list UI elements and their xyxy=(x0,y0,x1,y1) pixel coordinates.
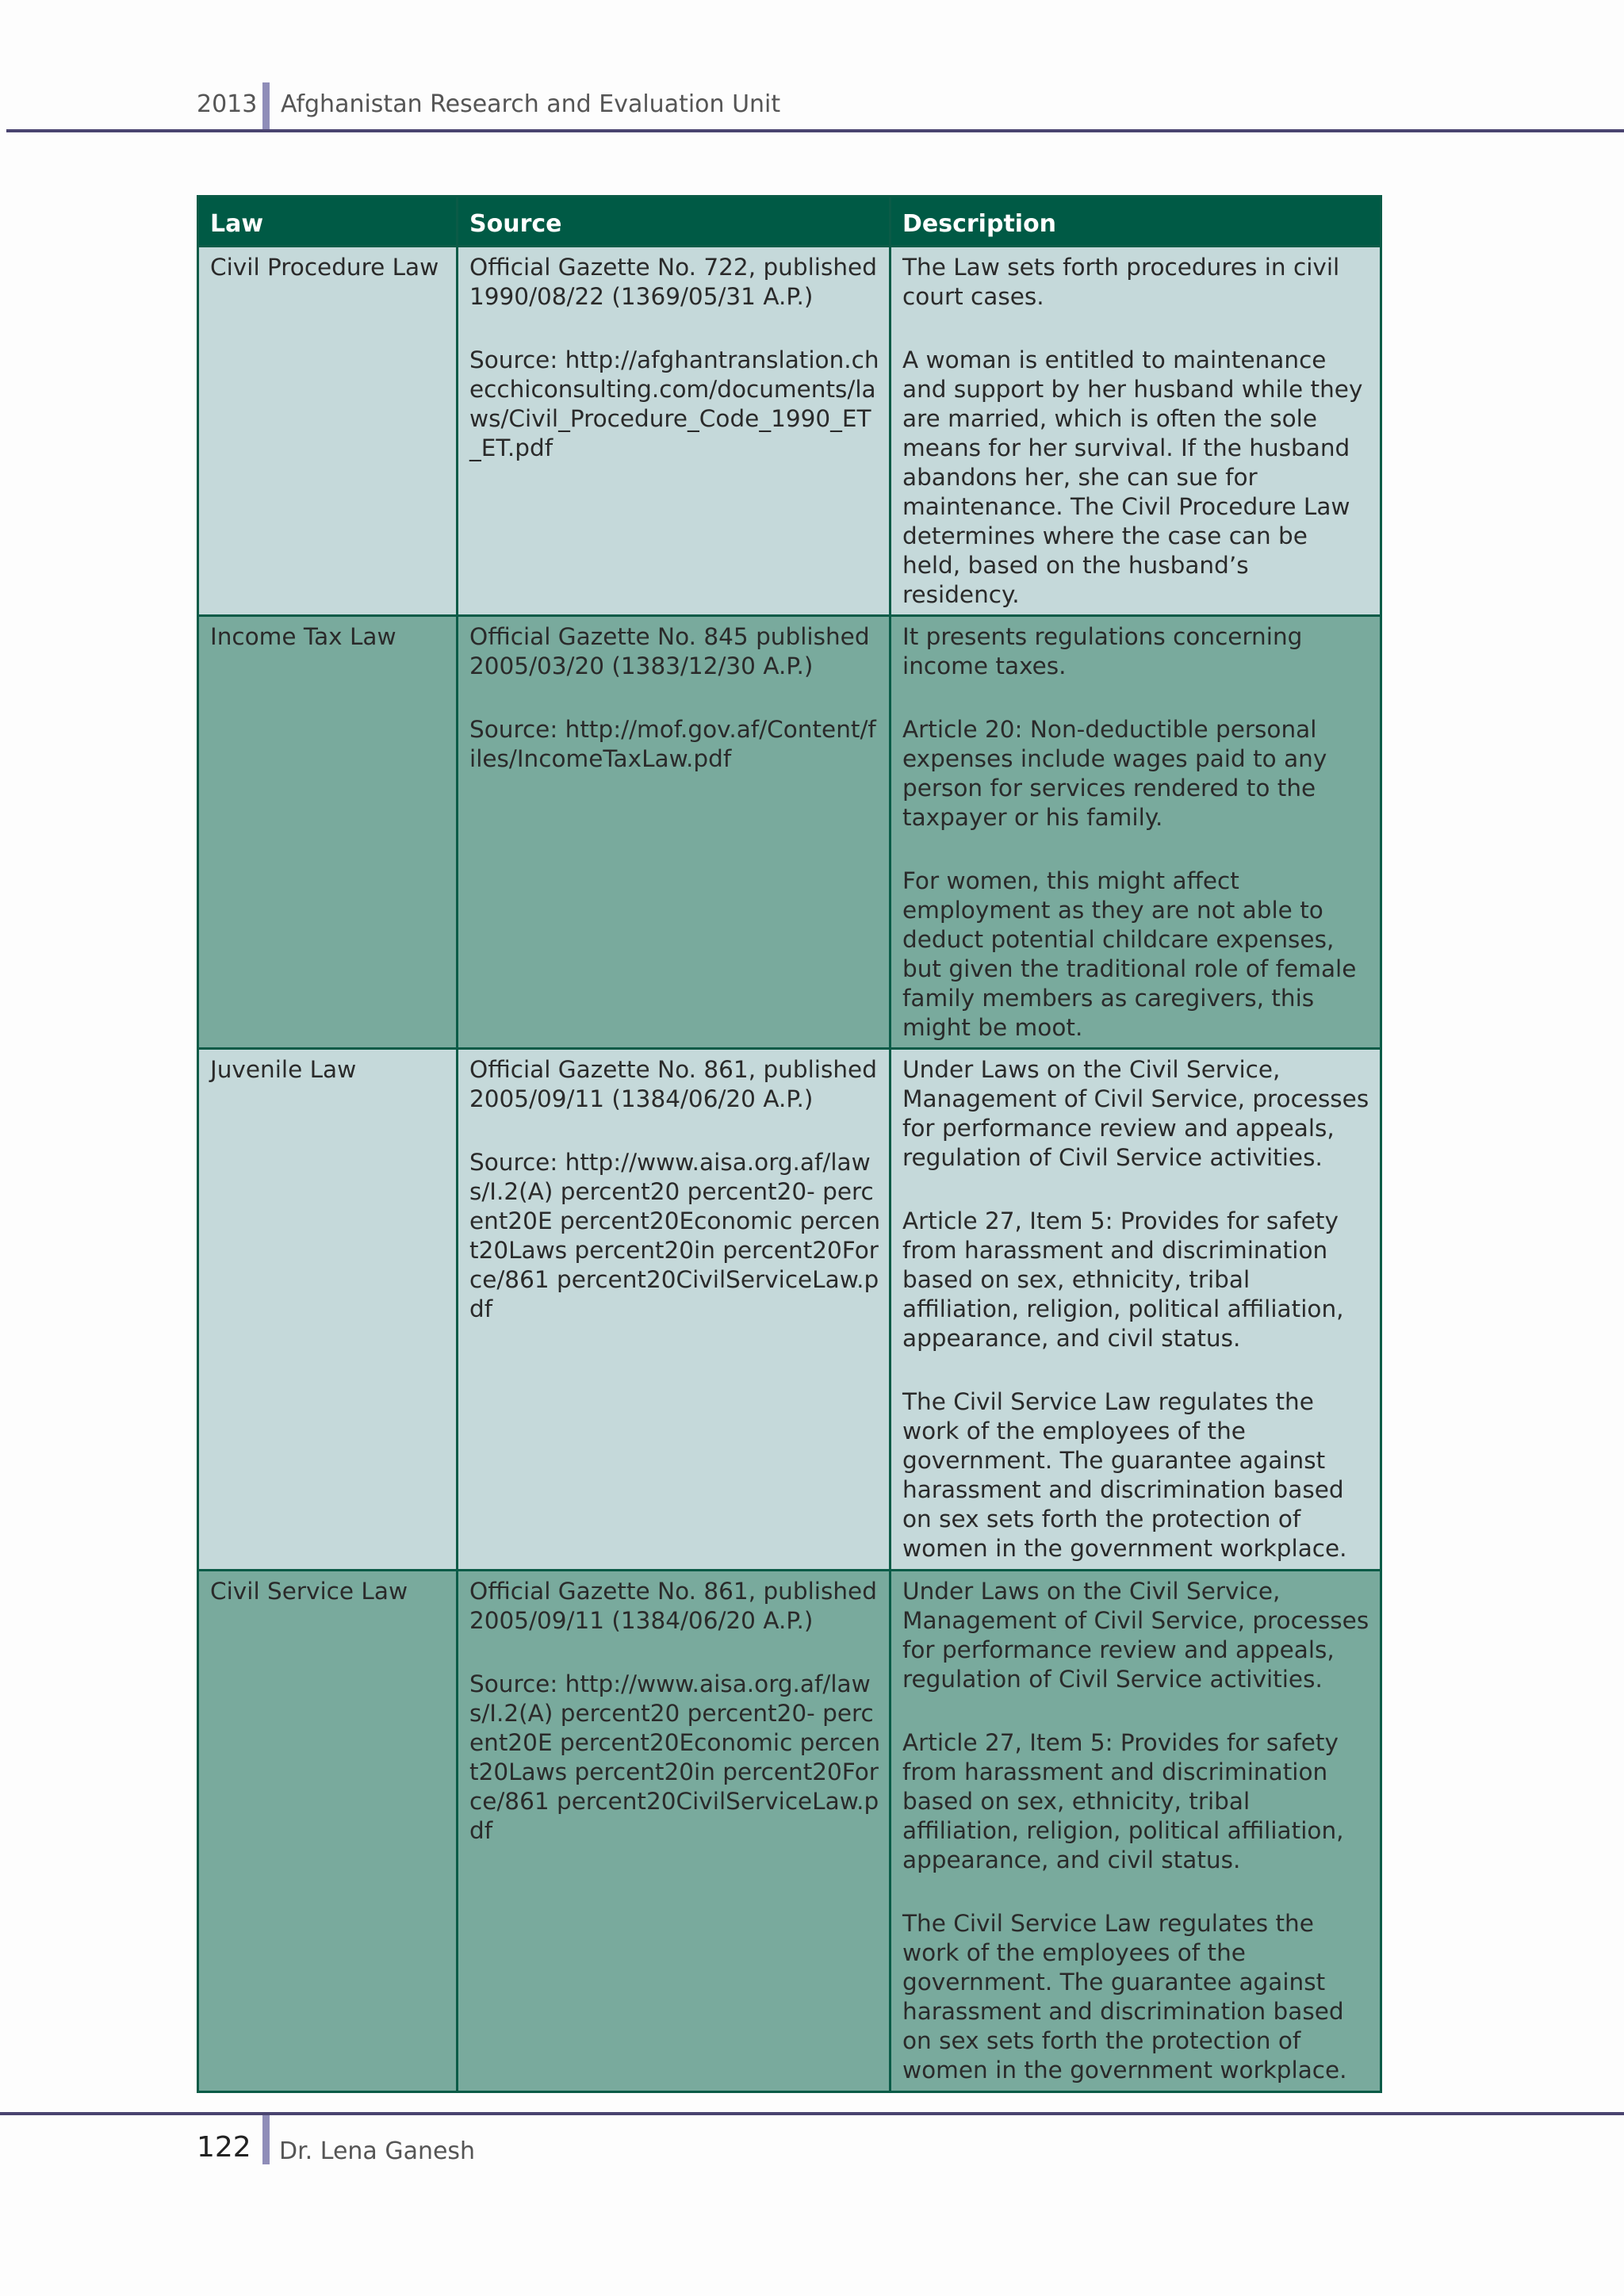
description-paragraph: For women, this might affect employment as they are not able to deduct potential childcare expenses, but given the traditional role of female family members as caregivers, this might be moot. xyxy=(902,867,1357,1041)
source-link: Source: http://mof.gov.af/Content/files/IncomeTaxLaw.pdf xyxy=(469,716,876,772)
source-link: Source: http://afghantranslation.checchiconsulting.com/documents/laws/Civil_Procedure_Code_1990_ET_ET.pdf xyxy=(469,346,879,461)
table-row xyxy=(198,616,1381,1049)
law-cell: Income Tax Law xyxy=(198,616,458,1049)
header-organization: Afghanistan Research and Evaluation Unit xyxy=(281,90,781,118)
column-header-law: Law xyxy=(198,197,458,247)
law-cell: Civil Service Law xyxy=(198,1571,458,2092)
column-header-source: Source xyxy=(458,197,891,247)
law-cell: Civil Procedure Law xyxy=(198,247,458,616)
source-publication: Official Gazette No. 845 published 2005/03/20 (1383/12/30 A.P.) xyxy=(469,623,870,679)
table-row xyxy=(198,247,1381,616)
table-header-row xyxy=(198,197,1381,247)
source-publication: Official Gazette No. 861, published 2005/09/11 (1384/06/20 A.P.) xyxy=(469,1578,877,1634)
description-paragraph: Article 27, Item 5: Provides for safety from harassment and discrimination based on sex, ethnicity, tribal affiliation, religion, political affiliation, appearance, and civil status. xyxy=(902,1729,1344,1873)
source-link: Source: http://www.aisa.org.af/laws/I.2(A) percent20 percent20- percent20E percent20Economic percent20Laws percent20in percent20Force/861 percent20CivilServiceLaw.pdf xyxy=(469,1149,881,1322)
laws-table xyxy=(197,195,1382,2093)
table-row xyxy=(198,1049,1381,1571)
source-cell xyxy=(458,1049,891,1571)
header-divider-bar xyxy=(262,82,270,132)
page-header xyxy=(0,0,1624,135)
description-paragraph: The Civil Service Law regulates the work of the employees of the government. The guarantee against harassment and discrimination based on sex sets forth the protection of women in the government workplace. xyxy=(902,1388,1347,1562)
description-cell xyxy=(891,616,1381,1049)
table-row xyxy=(198,1571,1381,2092)
footer-divider-bar xyxy=(262,2115,270,2164)
description-cell xyxy=(891,247,1381,616)
law-cell: Juvenile Law xyxy=(198,1049,458,1571)
description-paragraph: A woman is entitled to maintenance and support by her husband while they are married, which is often the sole means for her survival. If the husband abandons her, she can sue for maintenance. The Civil Procedure Law determines where the case can be held, based on the husband’s residency. xyxy=(902,346,1363,608)
source-cell xyxy=(458,616,891,1049)
source-link: Source: http://www.aisa.org.af/laws/I.2(A) percent20 percent20- percent20E percent20Economic percent20Laws percent20in percent20Force/861 percent20CivilServiceLaw.pdf xyxy=(469,1670,881,1844)
footer-author: Dr. Lena Ganesh xyxy=(279,2137,476,2165)
description-paragraph: Under Laws on the Civil Service, Management of Civil Service, processes for performance review and appeals, regulation of Civil Service activities. xyxy=(902,1578,1369,1693)
description-cell xyxy=(891,1571,1381,2092)
description-cell xyxy=(891,1049,1381,1571)
description-paragraph: Article 20: Non-deductible personal expenses include wages paid to any person for services rendered to the taxpayer or his family. xyxy=(902,716,1327,831)
source-cell xyxy=(458,1571,891,2092)
description-paragraph: It presents regulations concerning income taxes. xyxy=(902,623,1303,679)
description-paragraph: The Law sets forth procedures in civil court cases. xyxy=(902,254,1340,310)
source-cell xyxy=(458,247,891,616)
header-year: 2013 xyxy=(197,90,258,118)
description-paragraph: Under Laws on the Civil Service, Management of Civil Service, processes for performance review and appeals, regulation of Civil Service activities. xyxy=(902,1056,1369,1171)
description-paragraph: Article 27, Item 5: Provides for safety from harassment and discrimination based on sex, ethnicity, tribal affiliation, religion, political affiliation, appearance, and civil status. xyxy=(902,1207,1344,1352)
source-publication: Official Gazette No. 722, published 1990/08/22 (1369/05/31 A.P.) xyxy=(469,254,877,310)
footer-rule xyxy=(0,2112,1624,2115)
header-rule xyxy=(6,129,1624,132)
page-footer xyxy=(0,2101,1624,2196)
source-publication: Official Gazette No. 861, published 2005/09/11 (1384/06/20 A.P.) xyxy=(469,1056,877,1112)
page-number: 122 xyxy=(197,2131,251,2164)
column-header-description: Description xyxy=(891,197,1381,247)
description-paragraph: The Civil Service Law regulates the work of the employees of the government. The guarantee against harassment and discrimination based on sex sets forth the protection of women in the government workplace. xyxy=(902,1910,1347,2084)
